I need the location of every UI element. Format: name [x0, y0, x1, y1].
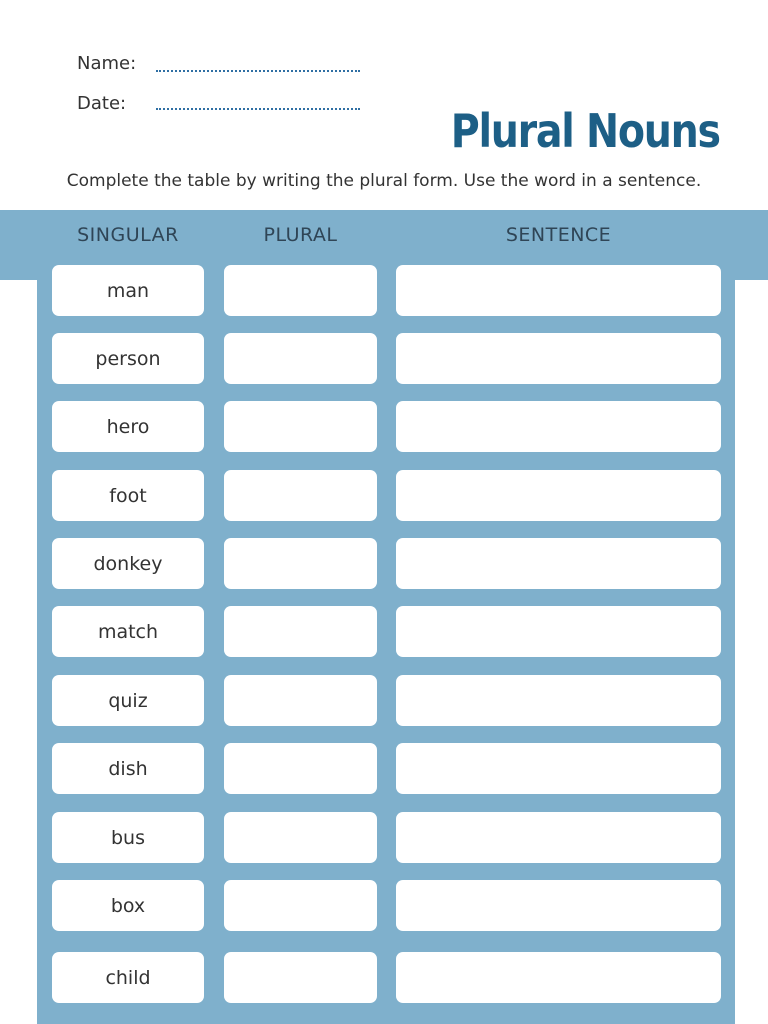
singular-cell: person [52, 333, 204, 384]
date-line[interactable] [156, 108, 360, 110]
date-label: Date: [77, 93, 127, 114]
sentence-input[interactable] [396, 470, 721, 521]
singular-cell: foot [52, 470, 204, 521]
plural-input[interactable] [224, 470, 377, 521]
name-line[interactable] [156, 70, 360, 72]
plural-input[interactable] [224, 743, 377, 794]
singular-cell: dish [52, 743, 204, 794]
sentence-input[interactable] [396, 812, 721, 863]
singular-cell: man [52, 265, 204, 316]
plural-input[interactable] [224, 538, 377, 589]
plural-input[interactable] [224, 952, 377, 1003]
singular-cell: match [52, 606, 204, 657]
singular-cell: child [52, 952, 204, 1003]
plural-input[interactable] [224, 265, 377, 316]
sentence-input[interactable] [396, 401, 721, 452]
sentence-input[interactable] [396, 880, 721, 931]
header-plural: PLURAL [263, 224, 338, 246]
plural-input[interactable] [224, 675, 377, 726]
singular-cell: box [52, 880, 204, 931]
sentence-input[interactable] [396, 265, 721, 316]
page-title: Plural Nouns [451, 104, 720, 158]
header-sentence: SENTENCE [505, 224, 612, 246]
singular-cell: quiz [52, 675, 204, 726]
instructions: Complete the table by writing the plural form. Use the word in a sentence. [66, 171, 702, 191]
sentence-input[interactable] [396, 952, 721, 1003]
plural-input[interactable] [224, 812, 377, 863]
plural-input[interactable] [224, 880, 377, 931]
plural-input[interactable] [224, 401, 377, 452]
singular-cell: hero [52, 401, 204, 452]
header-singular: SINGULAR [77, 224, 179, 246]
name-label: Name: [77, 53, 137, 74]
sentence-input[interactable] [396, 538, 721, 589]
plural-input[interactable] [224, 606, 377, 657]
sentence-input[interactable] [396, 606, 721, 657]
plural-input[interactable] [224, 333, 377, 384]
sentence-input[interactable] [396, 743, 721, 794]
sentence-input[interactable] [396, 333, 721, 384]
singular-cell: bus [52, 812, 204, 863]
singular-cell: donkey [52, 538, 204, 589]
sentence-input[interactable] [396, 675, 721, 726]
